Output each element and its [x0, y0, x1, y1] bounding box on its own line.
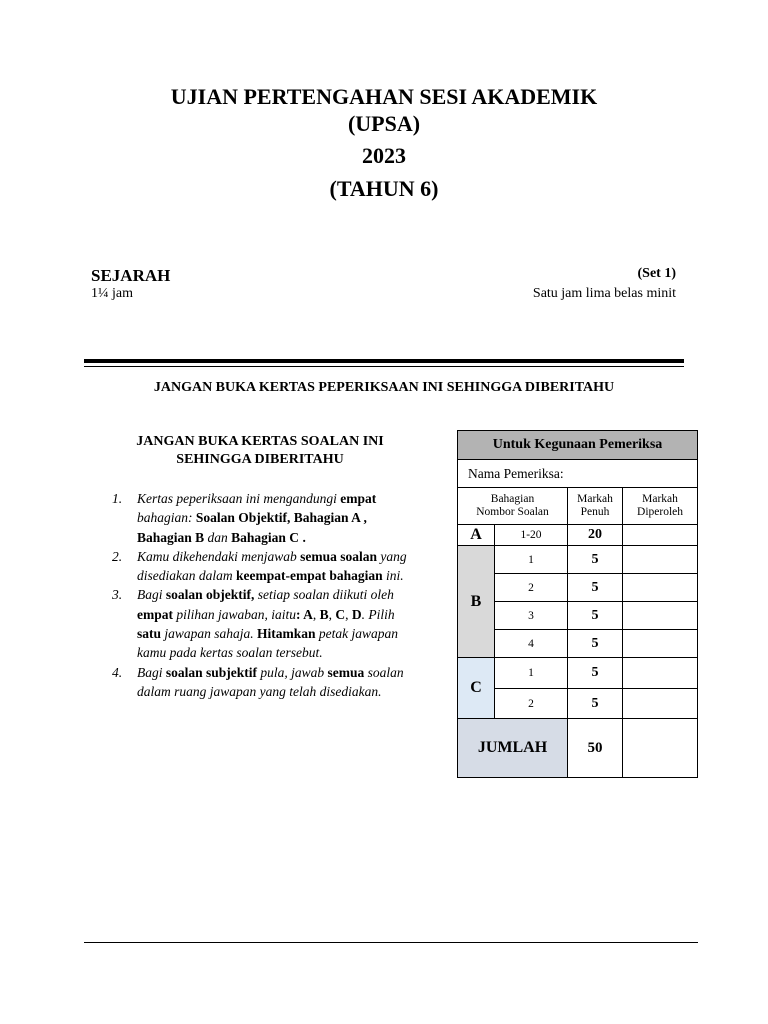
- instructions-heading: [110, 433, 410, 469]
- exam-year: 2023: [362, 143, 406, 168]
- instruction-text: Kamu dikehendaki menjawab: [137, 548, 301, 564]
- instruction-bold: Soalan Objektif, Bahagian A: [195, 510, 361, 526]
- exam-abbreviation: (UPSA): [347, 111, 421, 136]
- column-header-obtained-marks-line2: Diperoleh: [637, 506, 683, 518]
- section-b-question-number: 1: [495, 546, 568, 574]
- instruction-bold: satu: [137, 626, 162, 642]
- section-c-full-marks: 5: [568, 658, 623, 689]
- instruction-bold: keempat-empat: [236, 568, 326, 584]
- instruction-text: dan: [204, 529, 232, 545]
- column-header-section: [458, 488, 568, 525]
- instruction-text: jawapan sahaja.: [161, 626, 258, 642]
- instruction-text: ini.: [382, 568, 404, 584]
- instruction-item: [112, 663, 422, 702]
- instruction-bold: empat: [340, 491, 377, 506]
- instruction-text: Bagi: [137, 664, 166, 680]
- header-divider-thick: [84, 359, 684, 363]
- duration-words: Satu jam lima belas minit: [532, 286, 676, 301]
- section-b-obtained-cell[interactable]: [623, 602, 698, 630]
- instruction-text: bahagian:: [137, 510, 196, 526]
- instruction-bold: D: [351, 606, 362, 622]
- column-header-full-marks: [568, 488, 623, 525]
- section-c-obtained-cell[interactable]: [623, 689, 698, 719]
- instruction-text: petak jawapan kamu pada kertas soalan tersebut.: [137, 626, 399, 661]
- section-b-obtained-cell[interactable]: [623, 574, 698, 602]
- instruction-number: 2.: [112, 548, 123, 564]
- instruction-text: ,: [345, 606, 352, 622]
- instructions-list: [112, 489, 422, 701]
- instruction-item: [112, 547, 422, 586]
- section-c-question-number: 1: [495, 658, 568, 689]
- instructions-heading-line2: SEHINGGA DIBERITAHU: [176, 452, 344, 467]
- instruction-bold: C: [335, 606, 346, 622]
- section-a-obtained-cell[interactable]: [623, 525, 698, 546]
- instruction-item: [112, 489, 422, 547]
- section-a-label: A: [458, 525, 495, 546]
- examiner-table-title: Untuk Kegunaan Pemeriksa: [458, 431, 698, 460]
- instruction-text: .: [299, 529, 306, 545]
- instruction-bold: Hitamkan: [257, 626, 316, 642]
- instruction-text: . Pilih: [361, 606, 395, 622]
- instruction-text: setiap soalan diikuti oleh: [254, 587, 394, 603]
- set-label: (Set 1): [637, 266, 676, 281]
- section-b-full-marks: 5: [568, 630, 623, 658]
- header-divider-thin: [84, 366, 684, 367]
- section-c-obtained-cell[interactable]: [623, 658, 698, 689]
- column-header-section-line2: Nombor Soalan: [476, 506, 549, 518]
- column-header-obtained-marks-line1: Markah: [642, 493, 678, 505]
- section-b-question-number: 4: [495, 630, 568, 658]
- section-a-range: 1-20: [495, 525, 568, 546]
- instruction-bold: bahagian: [329, 568, 383, 584]
- section-b-label: B: [458, 546, 495, 658]
- instruction-bold: : A: [296, 606, 313, 622]
- instruction-number: 1.: [112, 491, 123, 506]
- section-c-question-number: 2: [495, 689, 568, 719]
- instruction-number: 4.: [112, 664, 123, 680]
- instruction-bold: semua soalan: [300, 548, 377, 564]
- warning-text: JANGAN BUKA KERTAS PEPERIKSAAN INI SEHINGGA DIBERITAHU: [153, 380, 615, 395]
- instruction-bold: soalan objektif,: [165, 587, 255, 603]
- footer-divider: [84, 942, 698, 943]
- instruction-text: soalan dalam ruang jawapan yang telah disediakan.: [137, 664, 404, 699]
- section-c-full-marks: 5: [568, 689, 623, 719]
- section-b-obtained-cell[interactable]: [623, 630, 698, 658]
- section-b-question-number: 3: [495, 602, 568, 630]
- section-b-obtained-cell[interactable]: [623, 546, 698, 574]
- instruction-text: pilihan jawaban, iaitu: [173, 606, 297, 622]
- instruction-bold: Bahagian C: [231, 529, 300, 545]
- instruction-text: Bagi: [137, 587, 166, 603]
- total-full-marks: 50: [568, 719, 623, 778]
- section-b-full-marks: 5: [568, 574, 623, 602]
- examiner-table: [457, 430, 698, 778]
- instruction-text: yang disediakan dalam: [137, 548, 407, 584]
- instruction-bold: soalan subjektif: [165, 664, 258, 680]
- instruction-text: ,: [360, 510, 367, 526]
- instruction-text: Kertas peperiksaan ini mengandungi: [137, 491, 341, 506]
- section-b-full-marks: 5: [568, 546, 623, 574]
- total-obtained-cell[interactable]: [623, 719, 698, 778]
- subject-name: SEJARAH: [91, 266, 171, 285]
- instructions-heading-line1: JANGAN BUKA KERTAS SOALAN INI: [136, 434, 384, 449]
- instruction-item: [112, 585, 422, 662]
- instruction-number: 3.: [112, 587, 123, 603]
- total-label: JUMLAH: [458, 719, 568, 778]
- instruction-text: ,: [312, 606, 320, 622]
- column-header-obtained-marks: [623, 488, 698, 525]
- column-header-full-marks-line2: Penuh: [580, 506, 610, 518]
- instruction-bold: empat: [137, 606, 173, 622]
- instruction-text: pula, jawab: [257, 664, 328, 680]
- section-b-question-number: 2: [495, 574, 568, 602]
- duration: 1¼ jam: [91, 286, 133, 301]
- instruction-bold: semua: [327, 664, 365, 680]
- section-b-full-marks: 5: [568, 602, 623, 630]
- section-a-full-marks: 20: [568, 525, 623, 546]
- column-header-section-line1: Bahagian: [490, 493, 535, 505]
- exam-level: (TAHUN 6): [329, 176, 439, 201]
- instruction-bold: B: [319, 606, 329, 622]
- examiner-name-field[interactable]: Nama Pemeriksa:: [458, 460, 698, 488]
- instruction-text: ,: [328, 606, 336, 622]
- section-c-label: C: [458, 658, 495, 719]
- column-header-full-marks-line1: Markah: [577, 493, 613, 505]
- instruction-bold: Bahagian B: [137, 529, 205, 545]
- exam-title: UJIAN PERTENGAHAN SESI AKADEMIK: [170, 84, 598, 109]
